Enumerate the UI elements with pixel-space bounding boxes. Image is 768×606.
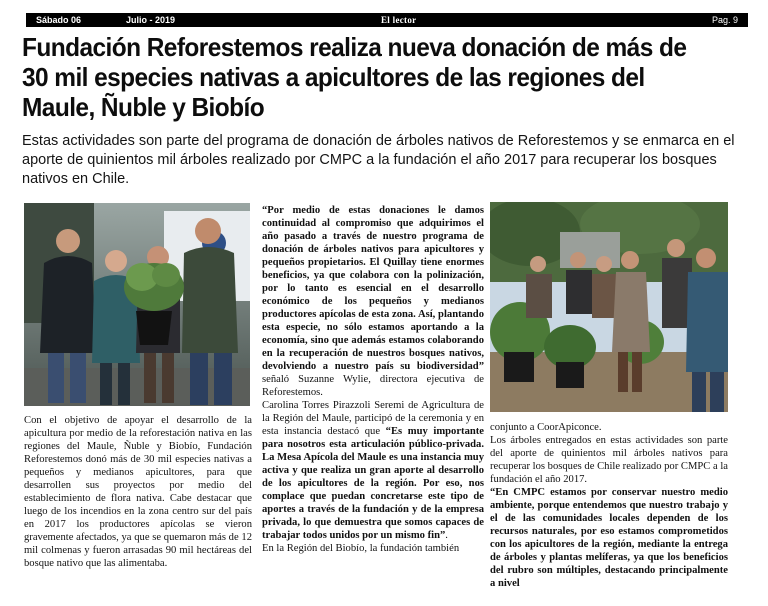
quote-text: “Por medio de estas donaciones le damos continuidad al compromiso que adquirimos el año pasado a través de nuestro programa de donación de árboles nativos para apicultores y pequeños propietarios. El Quillay tiene enormes beneficios, ya que colabora con la polinización, por lo tanto es esencial en el desarrollo económico de los pequeños y medianos productores apícolas de esta zona. Así, plantando esta especie, no sólo estamos aportando a la economía, sino que además estamos colaborando en la recuperación de nuestros bosques nativos, devolviendo a nuestro país su biodiversidad” — [262, 205, 484, 372]
paragraph: En la Región del Biobío, la fundación también — [262, 543, 460, 554]
photo-donation-ceremony — [24, 203, 250, 406]
newspaper-name: El lector — [381, 15, 417, 25]
header-day: Sábado 06 — [36, 15, 82, 25]
quote-text: “Es muy importante para nosotros esta articulación público-privada. La Mesa Apícola del Maule es una instancia muy activa y que realiza un gran aporte al desarrollo de los apicultores de la región. Por eso, nos complace que puedan concretarse este tipo de aportes a través de la fundación y de la empresa privada, lo que demuestra que somos capaces de trabajar todos unidos por un mismo fin” — [262, 426, 484, 541]
article-column-3 — [490, 421, 728, 590]
article-column-2 — [262, 204, 484, 555]
page-number: Pag. 9 — [711, 15, 738, 25]
article-lead: Estas actividades son parte del programa de donación de árboles nativos de Reforestemos y se enmarca en el aporte de quinientos mil árboles realizado por CMPC a la fundación el año 2017 para recuperar los bosques nativos en Chile. — [22, 133, 735, 187]
article-headline: Fundación Reforestemos realiza nueva donación de más de 30 mil especies nativas a apicultores de las regiones del Maule, Ñuble y Biobío — [22, 32, 687, 122]
paragraph: Con el objetivo de apoyar el desarrollo de la apicultura por medio de la reforestación nativa en las regiones del Maule, Ñuble y Biobío, Fundación Reforestemos donó más de 30 mil especies nativas a pequeños y medianos apicultores, para que desarrollen sus proyectos por medio del establecimiento de flora nativa. Cabe destacar que luego de los incendios en la zona centro sur del país en 2017 los productores apícolas se vieron gravemente afectados, ya que se quemaron más de 12 mil colmenas y fueron arrasadas 90 mil hectáreas del bosque nativo que las alimentaba. — [24, 415, 252, 569]
page-header-bar — [26, 13, 748, 27]
photo-beekeepers-plants-image — [490, 202, 728, 412]
header-month: Julio - 2019 — [126, 15, 176, 25]
paragraph: conjunto a CoorApiconce. — [490, 422, 602, 433]
paragraph: Los árboles entregados en estas actividades son parte del aporte de quinientos mil árboles nativos para recuperar los bosques de Chile realizado por CMPC a la fundación el año 2017. — [490, 435, 728, 485]
photo-beekeepers-plants — [490, 202, 728, 412]
quote-paragraph: “En CMPC estamos por conservar nuestro medio ambiente, porque entendemos que nuestro trabajo y el de las comunidades locales dependen de los recursos naturales, por eso estamos comprometidos con los apicultores de la región, mediante la entrega de árboles y plantas melíferas, ya que los beneficios del rubro son múltiples, destacando principalmente a nivel — [490, 487, 728, 589]
photo-donation-ceremony-image — [24, 203, 250, 406]
paragraph — [262, 204, 484, 399]
attribution-text: señaló Suzanne Wylie, directora ejecutiva de Reforestemos. — [262, 374, 484, 398]
paragraph — [262, 399, 484, 542]
paragraph-text: Carolina Torres Pirazzoli Seremi de Agricultura de la Región del Maule, participó de la ceremonia y en esta instancia destacó que — [262, 400, 484, 437]
article-column-1 — [24, 414, 252, 570]
paragraph-text: . — [445, 530, 448, 541]
